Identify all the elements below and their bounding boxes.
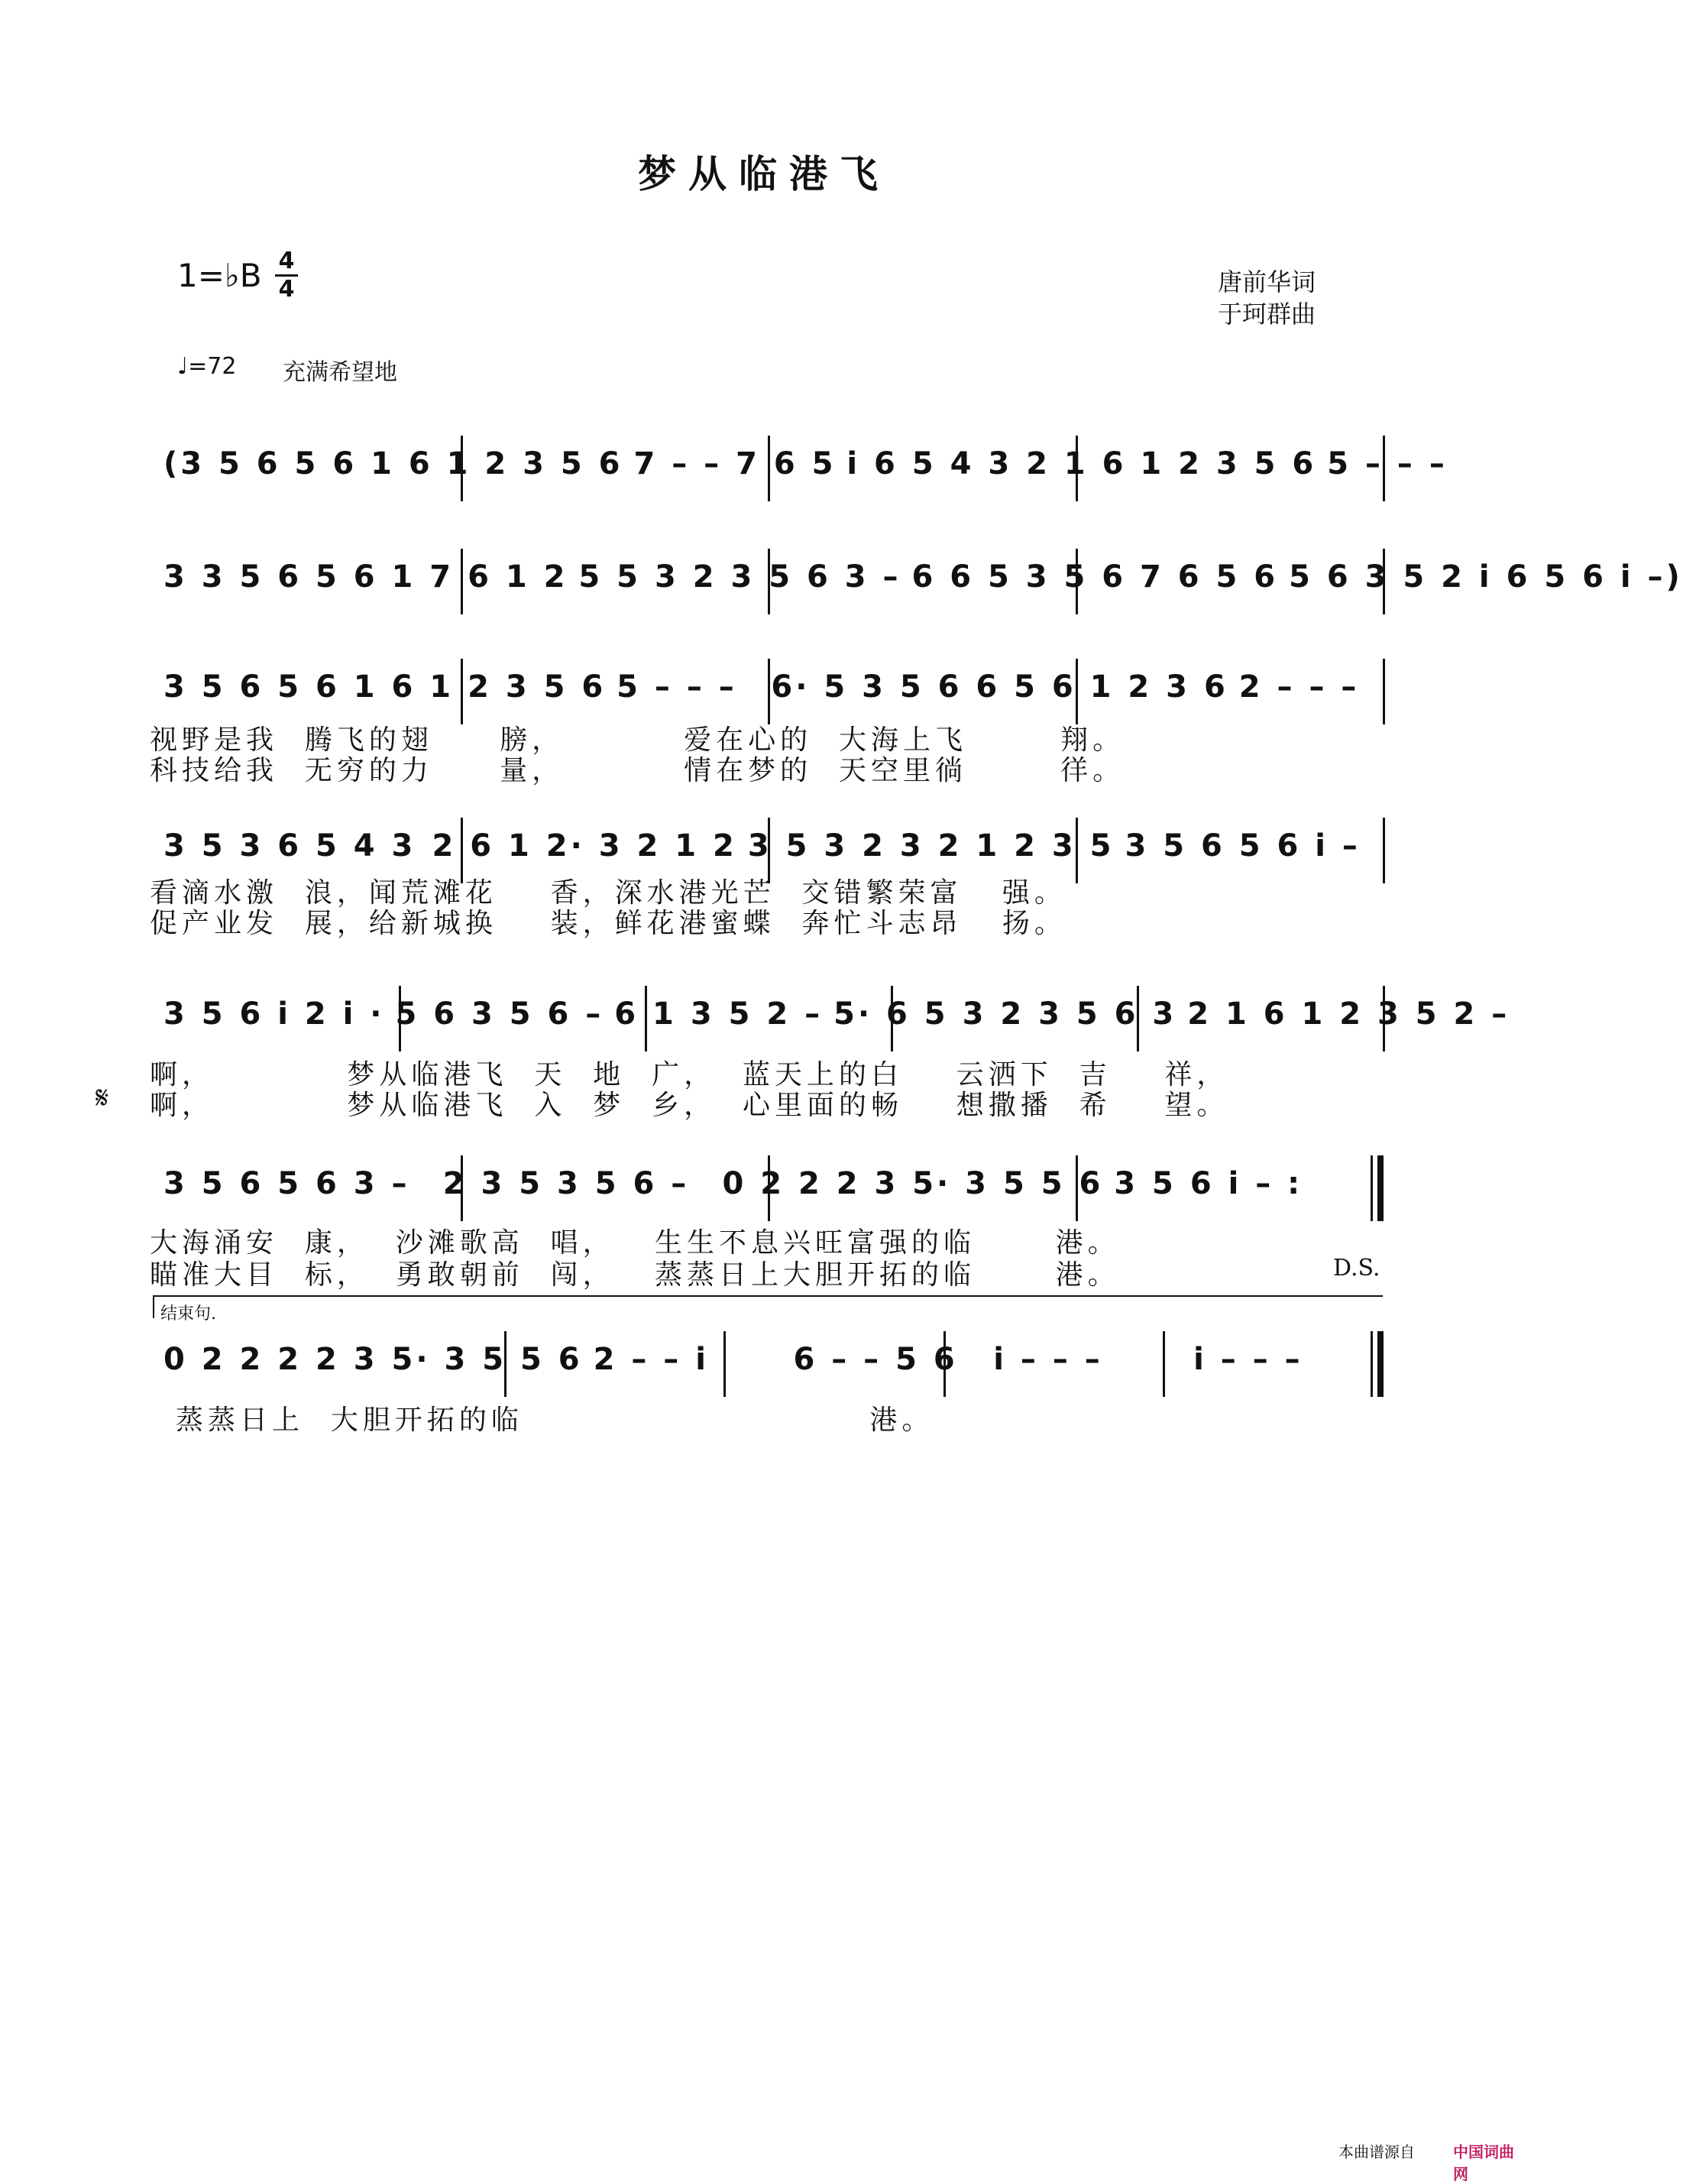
barline (768, 436, 770, 501)
lyric-line-2: 科技给我 无穷的力 量， 情在梦的 天空里徜 徉。 (150, 755, 1125, 786)
lyric-line-1: 视野是我 腾飞的翅 膀， 爱在心的 大海上飞 翔。 (150, 724, 1125, 756)
barline (1076, 659, 1078, 724)
final-barline (1371, 1331, 1373, 1397)
measure: 6· 5 3 5 6 6 5 6 1 2 3 6 (771, 669, 1228, 705)
measure: 3 5 3 2 3 2 1 2 3 5 (747, 828, 1115, 864)
barline (461, 436, 463, 501)
measure: 2 – – i (593, 1342, 709, 1377)
measure: 3 5 6 i – : (1114, 1166, 1303, 1201)
measure: 3 5 6 i 2 i · (163, 996, 385, 1032)
barline (943, 1331, 946, 1397)
lyric-line-9: 蒸蒸日上 大胆开拓的临 港。 (176, 1405, 934, 1436)
lyricist-credit: 唐前华词 (1218, 267, 1316, 296)
ds-marking: D.S. (1333, 1255, 1380, 1282)
lyric-line-7: 大海涌安 康， 沙滩歌高 唱， 生生不息兴旺富强的临 港。 (150, 1227, 1120, 1259)
measure: 0 2 2 2 3 5· 3 5 5 6 (722, 1166, 1104, 1201)
measure: 2 3 5 3 5 6 – (442, 1166, 690, 1201)
measure: 5 – – – (617, 669, 737, 705)
footer-source: 本曲谱源自 (1338, 2143, 1415, 2161)
barline (723, 1331, 726, 1397)
measure: i 6 5 4 3 2 1 6 1 2 3 5 6 (846, 446, 1317, 481)
notation-row-5 (153, 986, 1510, 1032)
lyric-line-8: 瞄准大目 标， 勇敢朝前 闯， 蒸蒸日上大胆开拓的临 港。 (150, 1259, 1120, 1291)
measure: 3 3 5 6 5 6 1 7 6 1 2 (163, 559, 568, 595)
measure: 5 6 3 5 2 i 6 5 6 i –) (1289, 559, 1683, 595)
measure: 6 6 5 3 5 6 7 6 5 6 (911, 559, 1279, 595)
measure: 6 1 3 5 2 – (614, 996, 824, 1032)
barline (768, 549, 770, 614)
barline (891, 986, 893, 1051)
repeat-barline (1371, 1155, 1373, 1221)
ending-bracket-tick (153, 1295, 154, 1318)
tempo-marking: ♩=72 (177, 353, 237, 380)
lyric-line-5: 啊， 梦从临港飞 天 地 广， 蓝天上的白 云洒下 吉 祥， (150, 1059, 1229, 1090)
measure: 5 5 3 2 3 5 6 3 – (578, 559, 901, 595)
notation-row-4 (153, 818, 1383, 864)
barline (1076, 1155, 1078, 1221)
notation-row-2 (153, 549, 1683, 595)
key-signature: 1=♭B (177, 257, 262, 294)
measure: 5 6 3 5 6 – (395, 996, 604, 1032)
barline (1383, 659, 1385, 724)
barline (399, 986, 401, 1051)
ending-bracket (153, 1295, 1383, 1297)
measure: 2 – – – (1238, 669, 1360, 705)
measure: 3 5 3 6 5 4 3 (163, 828, 416, 864)
measure: 0 2 2 2 2 3 5· 3 5 5 6 (163, 1342, 583, 1377)
measure: 5 – – – (1327, 446, 1448, 481)
measure: 3 5 6 5 6 i – (1125, 828, 1361, 864)
measure: 2 6 1 2· 3 2 1 2 (432, 828, 737, 864)
segno-sign: 𝄋 (95, 1081, 109, 1116)
time-signature (275, 249, 298, 302)
barline (1076, 436, 1078, 501)
expression-marking: 充满希望地 (283, 359, 397, 386)
measure: (3 5 6 5 6 1 6 1 2 3 5 6 (163, 446, 623, 481)
barline (461, 1155, 463, 1221)
barline (1383, 818, 1385, 883)
barline (461, 549, 463, 614)
barline (768, 1155, 770, 1221)
measure: i – – – (993, 1342, 1103, 1377)
measure: 7 – – 7 6 5 (633, 446, 837, 481)
barline (768, 659, 770, 724)
barline (645, 986, 647, 1051)
meter-numerator: 4 (278, 248, 295, 274)
score-title: 梦从临港飞 (638, 151, 890, 196)
notation-row-6 (153, 1155, 1383, 1201)
meter-denominator: 4 (278, 276, 295, 303)
lyric-line-6: 啊， 梦从临港飞 入 梦 乡， 心里面的畅 想撒播 希 望。 (150, 1090, 1229, 1121)
measure: 6 – – 5 6 (793, 1342, 958, 1377)
notation-row-3 (153, 659, 1383, 705)
lyric-line-3: 看滴水激 浪，闻荒滩花 香，深水港光芒 交错繁荣富 强。 (150, 877, 1066, 909)
notation-row-1 (153, 436, 1448, 481)
notation-row-7 (153, 1331, 1383, 1377)
measure: 3 5 6 5 6 3 – (163, 1166, 410, 1201)
barline (1076, 818, 1078, 883)
lyric-line-4: 促产业发 展，给新城换 装，鲜花港蜜蝶 奔忙斗志昂 扬。 (150, 908, 1066, 939)
barline (504, 1331, 507, 1397)
barline (1137, 986, 1139, 1051)
measure: 3 5 6 5 6 1 6 1 2 3 5 6 (163, 669, 607, 705)
barline (1383, 986, 1385, 1051)
barline (1383, 549, 1385, 614)
barline (1076, 549, 1078, 614)
barline (1163, 1331, 1165, 1397)
ending-label: 结束句. (160, 1304, 216, 1324)
barline (461, 659, 463, 724)
measure: i – – – (1193, 1342, 1303, 1377)
footer-site: 中国词曲网 (1453, 2143, 1514, 2183)
barline (1383, 436, 1385, 501)
composer-credit: 于珂群曲 (1218, 300, 1316, 329)
measure: 2 1 6 1 2 3 5 2 – (1187, 996, 1510, 1032)
measure: 5· 6 5 3 2 3 5 6 3 (833, 996, 1177, 1032)
